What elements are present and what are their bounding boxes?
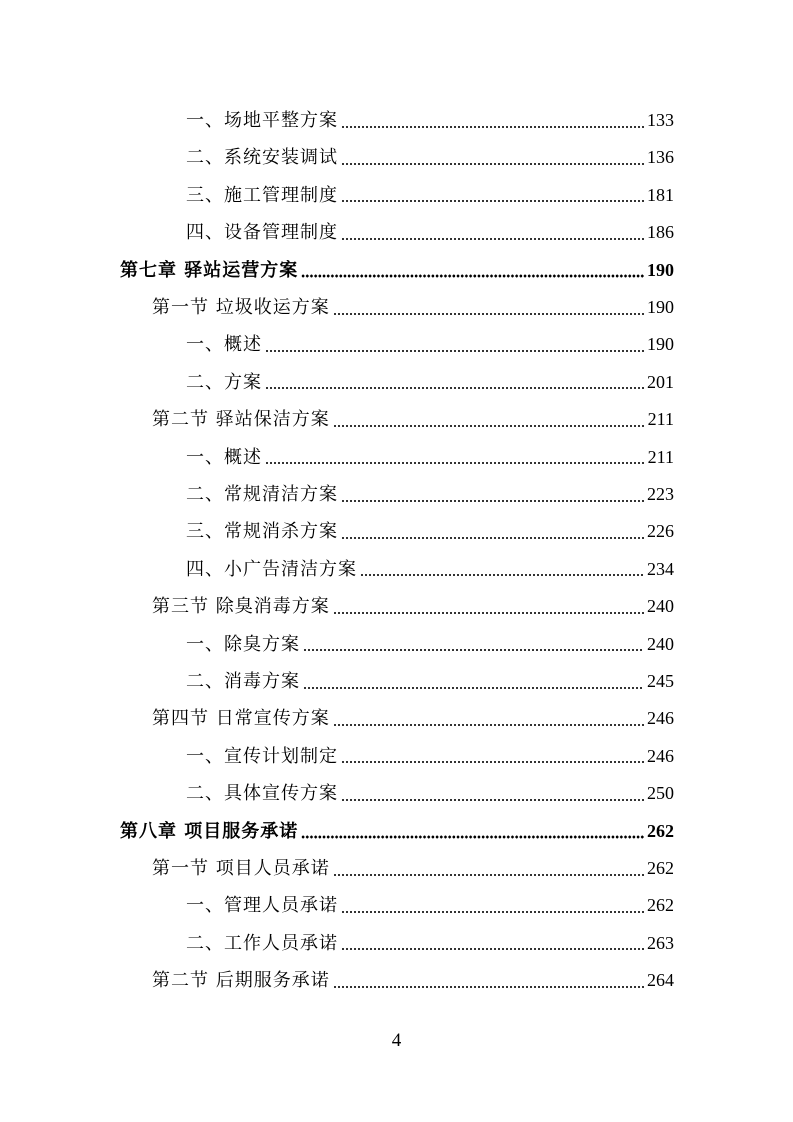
toc-entry-page-number: 190: [647, 297, 674, 317]
toc-entry-page-number: 133: [647, 110, 674, 130]
toc-entry-page-number: 211: [647, 446, 674, 467]
dot-leader: [303, 680, 644, 690]
dot-leader: [360, 567, 644, 577]
dot-leader: [341, 119, 644, 129]
toc-entry-chapter[interactable]: [120, 252, 674, 289]
dot-leader: [333, 979, 644, 989]
toc-entry-item[interactable]: [186, 177, 674, 214]
toc-entry-page-number: 201: [647, 371, 674, 392]
dot-leader: [265, 343, 644, 353]
toc-entry-title: 二、工作人员承诺: [186, 932, 338, 954]
toc-entry-item[interactable]: [186, 738, 674, 775]
toc-entry-title: 一、概述: [186, 334, 262, 356]
dot-leader: [341, 193, 644, 203]
toc-entry-title: 第八章 项目服务承诺: [120, 820, 299, 842]
toc-entry-section[interactable]: [152, 700, 674, 737]
toc-entry-page-number: 240: [647, 596, 674, 617]
toc-entry-item[interactable]: [186, 102, 674, 139]
toc-entry-item[interactable]: [186, 775, 674, 812]
toc-entry-page-number: 262: [647, 858, 674, 878]
toc-entry-section[interactable]: [152, 588, 674, 625]
dot-leader: [333, 418, 645, 428]
dot-leader: [341, 493, 644, 503]
toc-entry-page-number: 264: [647, 970, 674, 991]
toc-entry-page-number: 211: [647, 409, 674, 430]
dot-leader: [333, 605, 644, 615]
toc-entry-title: 第七章 驿站运营方案: [120, 259, 299, 281]
toc-entry-item[interactable]: [186, 476, 674, 513]
toc-entry-page-number: 226: [647, 521, 674, 542]
toc-entry-page-number: 234: [647, 558, 674, 579]
dot-leader: [333, 717, 644, 727]
toc-entry-item[interactable]: [186, 439, 674, 476]
toc-entry-title: 三、常规消杀方案: [186, 521, 338, 543]
toc-entry-title: 一、宣传计划制定: [186, 745, 338, 767]
toc-entry-title: 一、除臭方案: [186, 633, 300, 655]
dot-leader: [341, 530, 644, 540]
toc-entry-page-number: 250: [647, 783, 674, 804]
toc-entry-title: 四、设备管理制度: [186, 222, 338, 244]
toc-entry-page-number: 262: [647, 895, 674, 916]
toc-entry-title: 第四节 日常宣传方案: [152, 708, 330, 730]
toc-entry-title: 二、系统安装调试: [186, 147, 338, 169]
toc-entry-page-number: 245: [647, 671, 674, 691]
toc-entry-title: 四、小广告清洁方案: [186, 558, 357, 580]
toc-entry-title: 一、场地平整方案: [186, 110, 338, 131]
toc-entry-page-number: 186: [647, 222, 674, 243]
dot-leader: [341, 156, 644, 166]
dot-leader: [265, 455, 645, 465]
dot-leader: [341, 754, 644, 764]
toc-entry-section[interactable]: [152, 962, 674, 999]
dot-leader: [265, 380, 644, 390]
toc-entry-title: 第一节 垃圾收运方案: [152, 297, 330, 318]
toc-entry-item[interactable]: [186, 551, 674, 588]
toc-entry-section[interactable]: [152, 850, 674, 887]
toc-entry-section[interactable]: [152, 401, 674, 438]
dot-leader: [301, 829, 644, 839]
dot-leader: [333, 306, 644, 316]
toc-entry-page-number: 240: [647, 633, 674, 654]
page-number: 4: [391, 1030, 402, 1051]
toc-entry-title: 二、消毒方案: [186, 671, 300, 692]
toc-entry-item[interactable]: [186, 326, 674, 363]
toc-entry-item[interactable]: [186, 925, 674, 962]
toc-entry-title: 二、方案: [186, 371, 262, 393]
toc-entry-item[interactable]: [186, 663, 674, 700]
toc-entry-title: 一、管理人员承诺: [186, 895, 338, 917]
toc-entry-item[interactable]: [186, 214, 674, 251]
toc-entry-page-number: 246: [647, 745, 674, 766]
toc-entry-page-number: 263: [647, 932, 674, 953]
toc-entry-title: 三、施工管理制度: [186, 184, 338, 206]
toc-entry-page-number: 190: [647, 334, 674, 355]
toc-entry-page-number: 190: [647, 259, 674, 280]
toc-entry-item[interactable]: [186, 513, 674, 550]
toc-entry-title: 第一节 项目人员承诺: [152, 858, 330, 879]
toc-entry-item[interactable]: [186, 364, 674, 401]
toc-entry-item[interactable]: [186, 887, 674, 924]
dot-leader: [341, 904, 644, 914]
dot-leader: [341, 792, 644, 802]
toc-entry-item[interactable]: [186, 626, 674, 663]
toc-entry-page-number: 246: [647, 708, 674, 729]
toc-entry-item[interactable]: [186, 139, 674, 176]
toc-entry-title: 第三节 除臭消毒方案: [152, 596, 330, 618]
toc-entry-section[interactable]: [152, 289, 674, 326]
dot-leader: [303, 642, 644, 652]
toc-entry-title: 二、具体宣传方案: [186, 783, 338, 805]
toc-entry-title: 第二节 驿站保洁方案: [152, 409, 330, 431]
dot-leader: [301, 268, 644, 278]
toc-entry-title: 一、概述: [186, 446, 262, 468]
dot-leader: [333, 867, 644, 877]
toc-entry-page-number: 262: [647, 820, 674, 841]
toc-entry-page-number: 136: [647, 147, 674, 168]
toc-entry-page-number: 181: [647, 184, 674, 205]
toc-entry-page-number: 223: [647, 484, 674, 504]
toc-entry-chapter[interactable]: [120, 813, 674, 850]
toc-entry-title: 二、常规清洁方案: [186, 484, 338, 505]
dot-leader: [341, 941, 644, 951]
toc-entry-title: 第二节 后期服务承诺: [152, 970, 330, 992]
dot-leader: [341, 231, 644, 241]
